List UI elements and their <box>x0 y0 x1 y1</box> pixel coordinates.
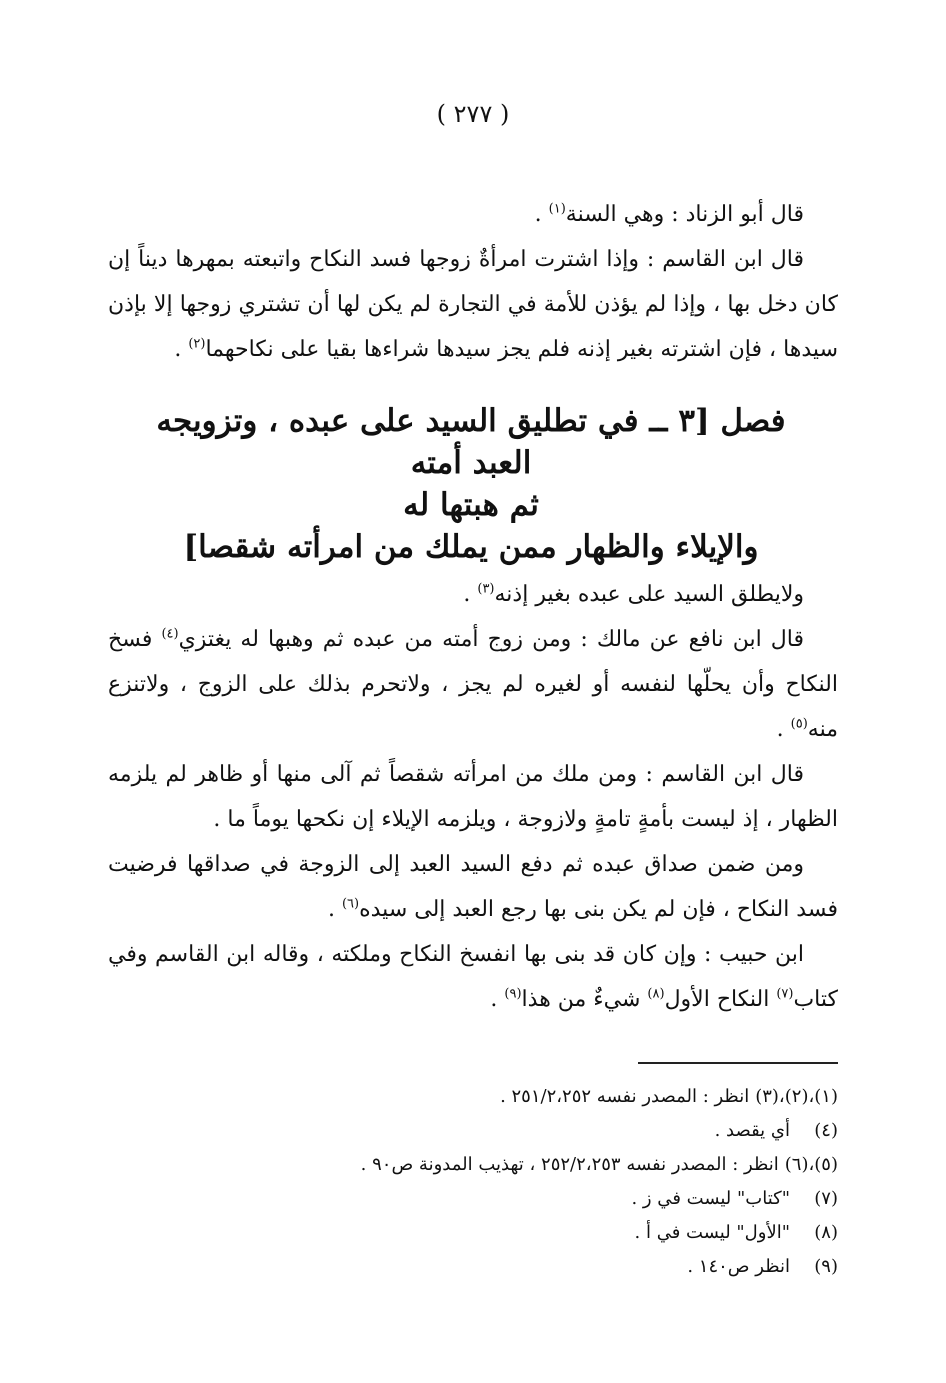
footnotes <box>108 1080 838 1284</box>
footnote-marker: (٨) <box>814 1222 838 1243</box>
footnote-ref: (٦) <box>341 896 360 912</box>
footnote-ref: (٣) <box>477 581 495 597</box>
paragraph-text: شيءٌ من هذا <box>521 987 648 1012</box>
footnote-text: انظر : المصدر نفسه ٢٥١/٢،٢٥٢ . <box>500 1086 750 1107</box>
paragraph-end: . <box>463 582 478 607</box>
paragraph-text: ولايطلق السيد على عبده بغير إذنه <box>494 582 804 607</box>
footnote-text: "الأول" ليست في أ . <box>634 1222 790 1243</box>
footnote-text: انظر ص١٤٠ . <box>687 1256 790 1277</box>
footnote-item <box>108 1216 838 1250</box>
footnote-ref: (٢) <box>188 336 206 352</box>
footnote-item <box>108 1080 838 1114</box>
footnote-item <box>108 1182 838 1216</box>
footnote-marker: (١)،(٢)،(٣) <box>755 1086 838 1107</box>
paragraph-text: قال ابن نافع عن مالك : ومن زوج أمته من عبده ثم وهبها له يغتزي <box>178 627 805 652</box>
intro-paragraph-1 <box>108 192 838 237</box>
heading-line-2: ثم هبتها له <box>403 487 539 523</box>
footnote-ref: (١) <box>548 201 566 217</box>
footnote-item <box>108 1114 838 1148</box>
paragraph-text: ابن حبيب : وإن كان قد بنى بها انفسخ النكاح وملكته ، وقاله ابن القاسم وفي كتاب <box>108 942 838 1012</box>
page-number: ( ٢٧٧ ) <box>436 100 510 128</box>
footnote-text: أي يقصد . <box>714 1120 790 1141</box>
body-paragraph-1 <box>108 572 838 617</box>
footnote-marker: (٥)،(٦) <box>784 1154 838 1175</box>
paragraph-end: . <box>174 337 189 362</box>
paragraph-text: النكاح الأول <box>664 987 777 1012</box>
footnote-text: "كتاب" ليست في ز . <box>631 1188 790 1209</box>
paragraph-text: فسخ النكاح وأن يحلّها لنفسه أو لغيره لم يجز ، ولاتحرم بذلك على الزوج ، ولاتنزع منه <box>108 627 838 742</box>
heading-line-3: والإيلاء والظهار ممن يملك من امرأته شقصا] <box>183 529 759 565</box>
footnote-ref: (٥) <box>790 716 808 732</box>
body-section <box>108 572 838 1022</box>
body-paragraph-5 <box>108 932 838 1022</box>
footnote-item <box>108 1148 838 1182</box>
footnote-marker: (٤) <box>814 1120 838 1141</box>
body-paragraph-4 <box>108 842 838 932</box>
footnote-separator <box>638 1062 838 1064</box>
paragraph-text: ومن ضمن صداق عبده ثم دفع السيد العبد إلى الزوجة في صداقها فرضيت فسد النكاح ، فإن لم يكن بنى بها رجع العبد إلى سيده <box>108 852 838 922</box>
footnote-ref: (٨) <box>647 986 665 1002</box>
paragraph-text: قال ابن القاسم : وإذا اشترت امرأةٌ زوجها فسد النكاح واتبعته بمهرها ديناً إن كان دخل بها ، وإذا لم يؤذن للأمة في التجارة لم يكن لها أن تشتري زوجها إلا بإذن سيدها ، فإن اشترته بغير إذنه فلم يجز سيدها شراءها بقيا على نكاحهما <box>108 247 838 362</box>
footnote-ref: (٩) <box>504 986 522 1002</box>
body-paragraph-3 <box>108 752 838 842</box>
chapter-heading <box>126 400 816 568</box>
paragraph-end: . <box>490 987 505 1012</box>
paragraph-text: قال ابن القاسم : ومن ملك من امرأته شقصاً ثم آلى منها أو ظاهر لم يلزمه الظهار ، إذ ليست بأمةٍ تامةٍ ولازوجة ، ويلزمه الإيلاء إن نكحها يوماً ما . <box>108 762 838 832</box>
paragraph-end: . <box>534 202 549 227</box>
intro-section <box>108 192 838 372</box>
footnote-item <box>108 1250 838 1284</box>
paragraph-text: قال أبو الزناد : وهي السنة <box>565 202 804 227</box>
paragraph-end: . <box>327 897 342 922</box>
paragraph-end: . <box>776 717 791 742</box>
footnote-marker: (٧) <box>814 1188 838 1209</box>
body-paragraph-2 <box>108 617 838 752</box>
heading-line-1: فصل [٣ ــ في تطليق السيد على عبده ، وتزويجه العبد أمته <box>156 403 786 481</box>
footnote-marker: (٩) <box>814 1256 838 1277</box>
intro-paragraph-2 <box>108 237 838 372</box>
footnote-ref: (٧) <box>776 986 794 1002</box>
footnote-ref: (٤) <box>161 626 179 642</box>
footnote-text: انظر : المصدر نفسه ٢٥٢/٢،٢٥٣ ، تهذيب المدونة ص٩٠ . <box>360 1154 779 1175</box>
